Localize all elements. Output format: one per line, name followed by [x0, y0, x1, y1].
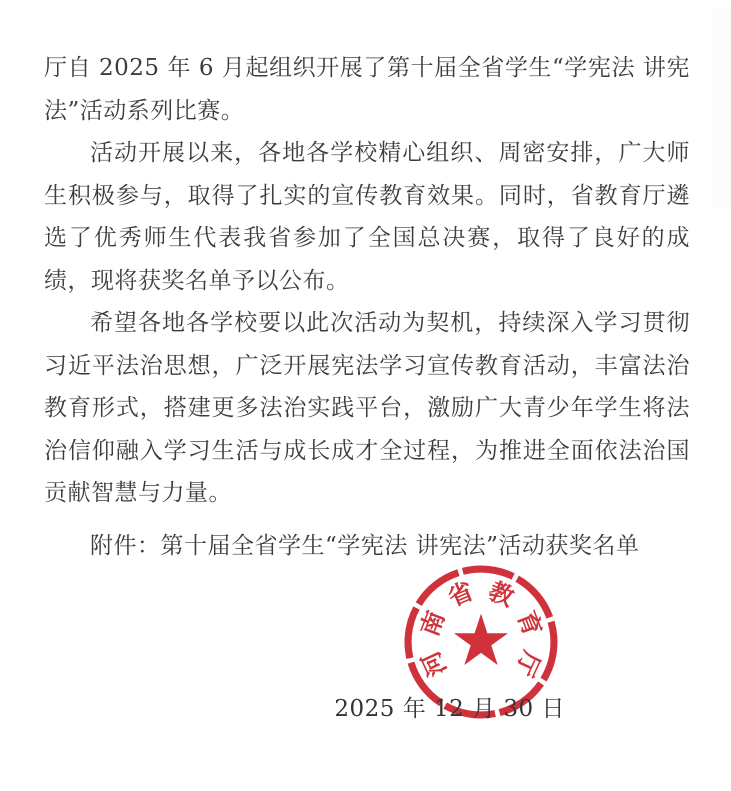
issue-date: 2025 年 12 月 30 日 — [334, 696, 565, 722]
body-paragraph-3: 希望各地各学校要以此次活动为契机，持续深入学习贯彻习近平法治思想，广泛开展宪法学习宣传教育活动，丰富法治教育形式，搭建更多法治实践平台，激励广大青少年学生将法治信仰融入学习生活与成长成才全过程，为推进全面依法治国贡献智慧与力量。 — [44, 310, 690, 506]
document-body — [44, 47, 690, 567]
seal-char-2: 南 — [414, 606, 451, 640]
attachment-line: 附件：第十届全省学生“学宪法 讲宪法”活动获奖名单 — [90, 532, 640, 559]
body-paragraph-2: 活动开展以来，各地各学校精心组织、周密安排，广大师生积极参与，取得了扎实的宣传教育效果。同时，省教育厅遴选了优秀师生代表我省参加了全国总决赛，取得了良好的成绩，现将获奖名单予以公布。 — [44, 140, 690, 294]
faint-right-strip — [712, 8, 731, 208]
seal-char-6: 厅 — [509, 646, 547, 682]
seal-char-5: 育 — [511, 606, 548, 640]
seal-char-3: 省 — [443, 575, 478, 613]
seal-char-4: 教 — [484, 575, 519, 613]
body-paragraph-continuation: 厅自 2025 年 6 月起组织开展了第十届全省学生“学宪法 讲宪法”活动系列比赛。 — [44, 55, 690, 124]
seal-char-1: 河 — [415, 646, 453, 682]
star-icon — [454, 614, 508, 665]
